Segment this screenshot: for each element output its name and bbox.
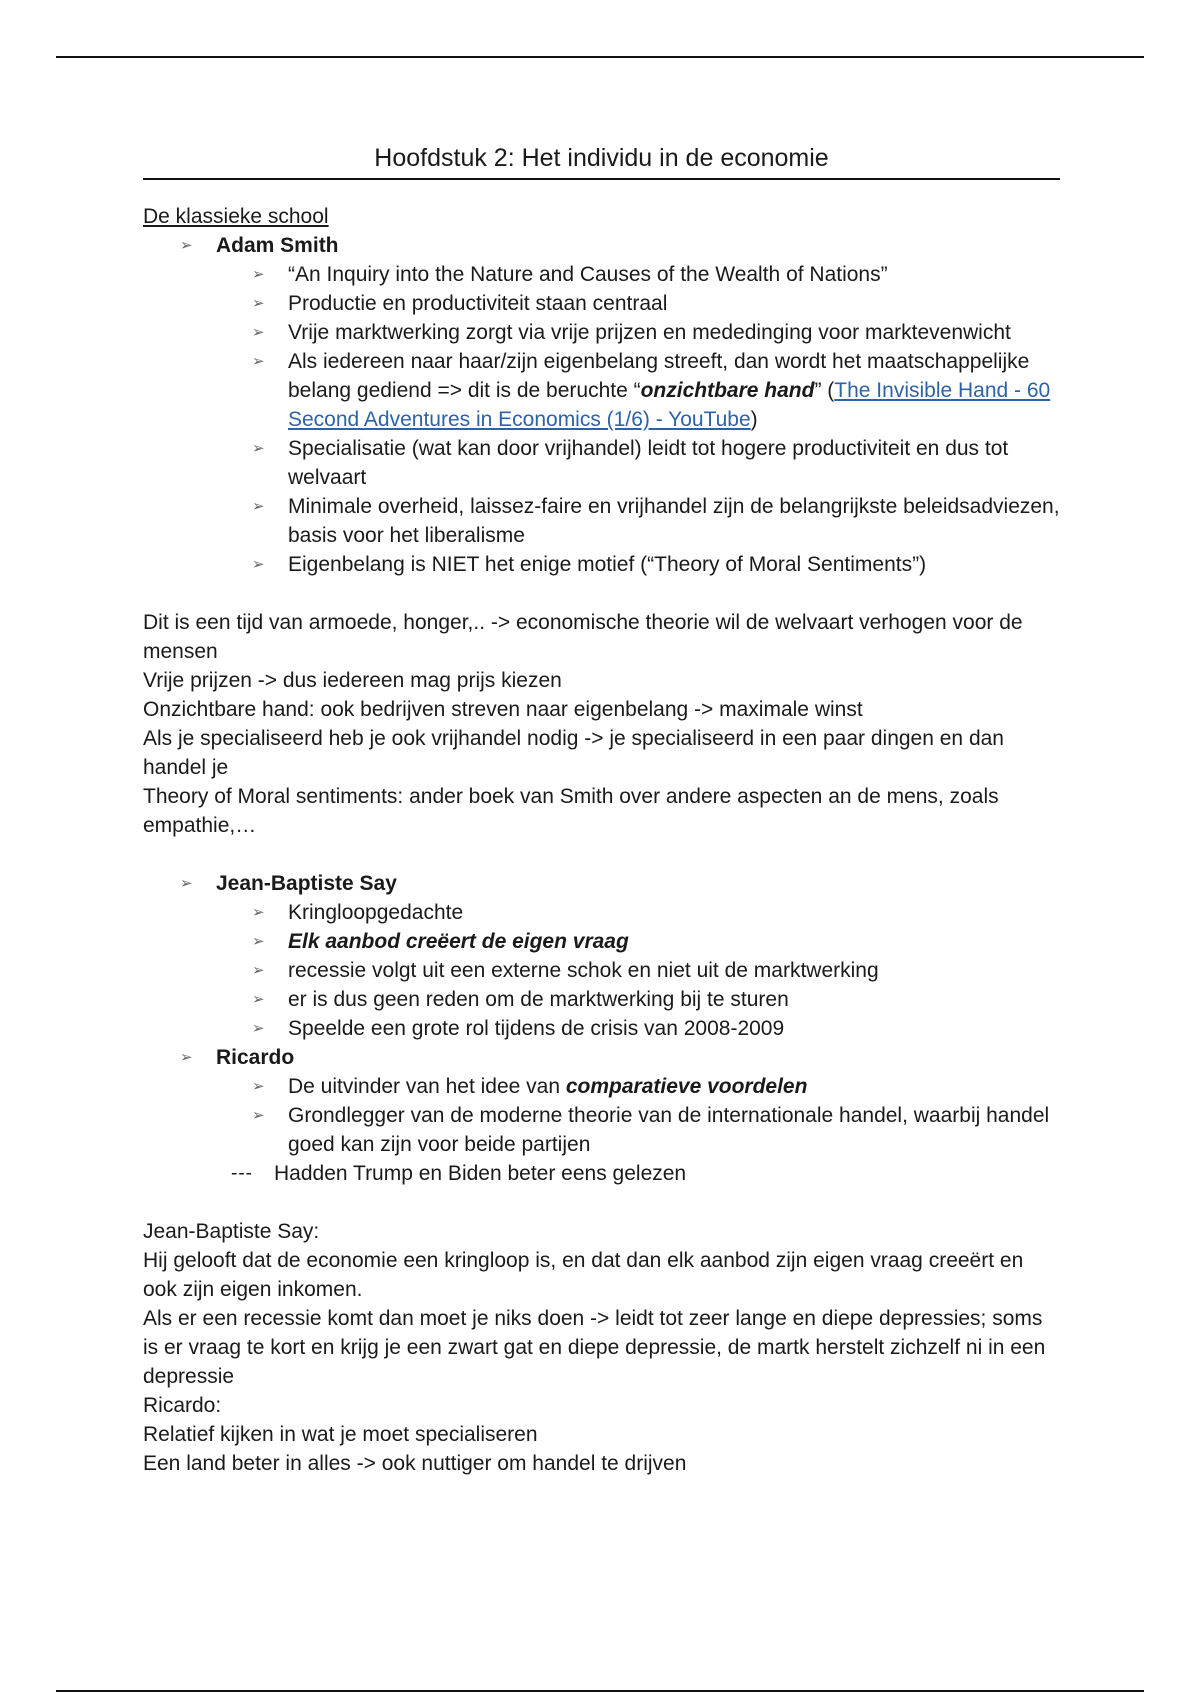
arrow-bullet-icon: ➢ xyxy=(252,1078,265,1095)
list-item-text: Eigenbelang is NIET het enige motief (“Theory of Moral Sentiments”) xyxy=(288,553,927,576)
note-paragraph: Vrije prijzen -> dus iedereen mag prijs kiezen xyxy=(143,669,562,692)
list-item-text: er is dus geen reden om de marktwerking bij te sturen xyxy=(288,988,789,1011)
list-item-text: Kringloopgedachte xyxy=(288,901,464,924)
note-paragraph: Relatief kijken in wat je moet specialiseren xyxy=(143,1423,538,1446)
person-name: Adam Smith xyxy=(216,234,339,257)
list-item xyxy=(143,1101,1060,1159)
person-name: Jean-Baptiste Say xyxy=(216,872,397,895)
list-item xyxy=(143,985,1060,1014)
arrow-bullet-icon: ➢ xyxy=(252,962,265,979)
arrow-bullet-icon: ➢ xyxy=(180,875,193,892)
arrow-bullet-icon: ➢ xyxy=(252,991,265,1008)
list-item-text: Grondlegger van de moderne theorie van de internationale handel, waarbij handel goed kan zijn voor beide partijen xyxy=(288,1104,1050,1156)
list-item-text: ) xyxy=(750,408,758,431)
emphasis-text: onzichtbare hand xyxy=(640,379,815,402)
arrow-bullet-icon: ➢ xyxy=(252,498,265,515)
person-name: Ricardo xyxy=(216,1046,295,1069)
list-item-text: Als iedereen naar haar/zijn eigenbelang streeft, dan wordt het maatschappelijke belang gediend => dit is de beruchte “ xyxy=(288,350,1030,402)
note-paragraph: Als er een recessie komt dan moet je niks doen -> leidt tot zeer lange en diepe depressies; soms is er vraag te kort en krijg je een zwart gat en diepe depressie, de martk herstelt zichzelf ni in een depressie xyxy=(143,1307,1046,1388)
list-item xyxy=(143,927,1060,956)
note-paragraph: Theory of Moral sentiments: ander boek van Smith over andere aspecten an de mens, zoals empathie,… xyxy=(143,785,999,837)
note-paragraph: Een land beter in alles -> ook nuttiger om handel te drijven xyxy=(143,1452,687,1475)
list-item-adam-smith xyxy=(143,231,1060,260)
list-item-text: ” ( xyxy=(814,379,835,402)
note-paragraph: Jean-Baptiste Say: xyxy=(143,1220,320,1243)
list-item xyxy=(143,347,1060,434)
note-paragraph: Dit is een tijd van armoede, honger,.. -> economische theorie wil de welvaart verhogen voor de mensen xyxy=(143,611,1023,663)
list-item xyxy=(143,260,1060,289)
list-item-ricardo xyxy=(143,1043,1060,1072)
dash-bullet-icon: --- xyxy=(231,1163,253,1184)
list-item xyxy=(143,956,1060,985)
list-item xyxy=(143,492,1060,550)
document-body xyxy=(143,140,1060,1478)
list-item xyxy=(143,1072,1060,1101)
list-item xyxy=(143,898,1060,927)
page-title: Hoofdstuk 2: Het individu in de economie xyxy=(143,140,1060,180)
arrow-bullet-icon: ➢ xyxy=(252,440,265,457)
spacer xyxy=(143,579,1060,608)
arrow-bullet-icon: ➢ xyxy=(252,353,265,370)
arrow-bullet-icon: ➢ xyxy=(252,266,265,283)
list-item-say xyxy=(143,869,1060,898)
list-item-text: recessie volgt uit een externe schok en niet uit de marktwerking xyxy=(288,959,879,982)
note-paragraph: Hij gelooft dat de economie een kringloop is, en dat dan elk aanbod zijn eigen vraag creeërt en ook zijn eigen inkomen. xyxy=(143,1249,1024,1301)
list-item xyxy=(143,1014,1060,1043)
section-heading: De klassieke school xyxy=(143,205,329,228)
list-item-text: Productie en productiviteit staan centraal xyxy=(288,292,668,315)
arrow-bullet-icon: ➢ xyxy=(252,1107,265,1124)
note-paragraph: Als je specialiseerd heb je ook vrijhandel nodig -> je specialiseerd in een paar dingen en dan handel je xyxy=(143,727,1004,779)
spacer xyxy=(143,840,1060,869)
dash-item xyxy=(143,1159,1060,1188)
header-rule xyxy=(56,56,1144,58)
arrow-bullet-icon: ➢ xyxy=(252,1020,265,1037)
list-item-text: Vrije marktwerking zorgt via vrije prijzen en mededinging voor marktevenwicht xyxy=(288,321,1011,344)
list-item-text: De uitvinder van het idee van xyxy=(288,1075,566,1098)
arrow-bullet-icon: ➢ xyxy=(252,933,265,950)
footer-rule xyxy=(56,1690,1144,1692)
note-paragraph: Ricardo: xyxy=(143,1394,222,1417)
emphasis-text: comparatieve voordelen xyxy=(565,1075,808,1098)
list-item xyxy=(143,434,1060,492)
list-item xyxy=(143,318,1060,347)
list-item xyxy=(143,550,1060,579)
youtube-link[interactable]: The Invisible Hand - 60 Second Adventures in Economics (1/6) - YouTube xyxy=(288,379,1051,431)
arrow-bullet-icon: ➢ xyxy=(252,904,265,921)
emphasis-text: Elk aanbod creëert de eigen vraag xyxy=(288,930,629,953)
arrow-bullet-icon: ➢ xyxy=(252,324,265,341)
list-item xyxy=(143,289,1060,318)
spacer xyxy=(143,1188,1060,1217)
arrow-bullet-icon: ➢ xyxy=(180,1049,193,1066)
arrow-bullet-icon: ➢ xyxy=(252,295,265,312)
list-item-text: Speelde een grote rol tijdens de crisis van 2008-2009 xyxy=(288,1017,785,1040)
list-item-text: “An Inquiry into the Nature and Causes of the Wealth of Nations” xyxy=(288,263,888,286)
arrow-bullet-icon: ➢ xyxy=(180,237,193,254)
list-item-text: Specialisatie (wat kan door vrijhandel) leidt tot hogere productiviteit en dus tot welvaart xyxy=(288,437,1009,489)
arrow-bullet-icon: ➢ xyxy=(252,556,265,573)
note-paragraph: Onzichtbare hand: ook bedrijven streven naar eigenbelang -> maximale winst xyxy=(143,698,863,721)
list-item-text: Hadden Trump en Biden beter eens gelezen xyxy=(274,1162,687,1185)
list-item-text: Minimale overheid, laissez-faire en vrijhandel zijn de belangrijkste beleidsadviezen, basis voor het liberalisme xyxy=(288,495,1060,547)
